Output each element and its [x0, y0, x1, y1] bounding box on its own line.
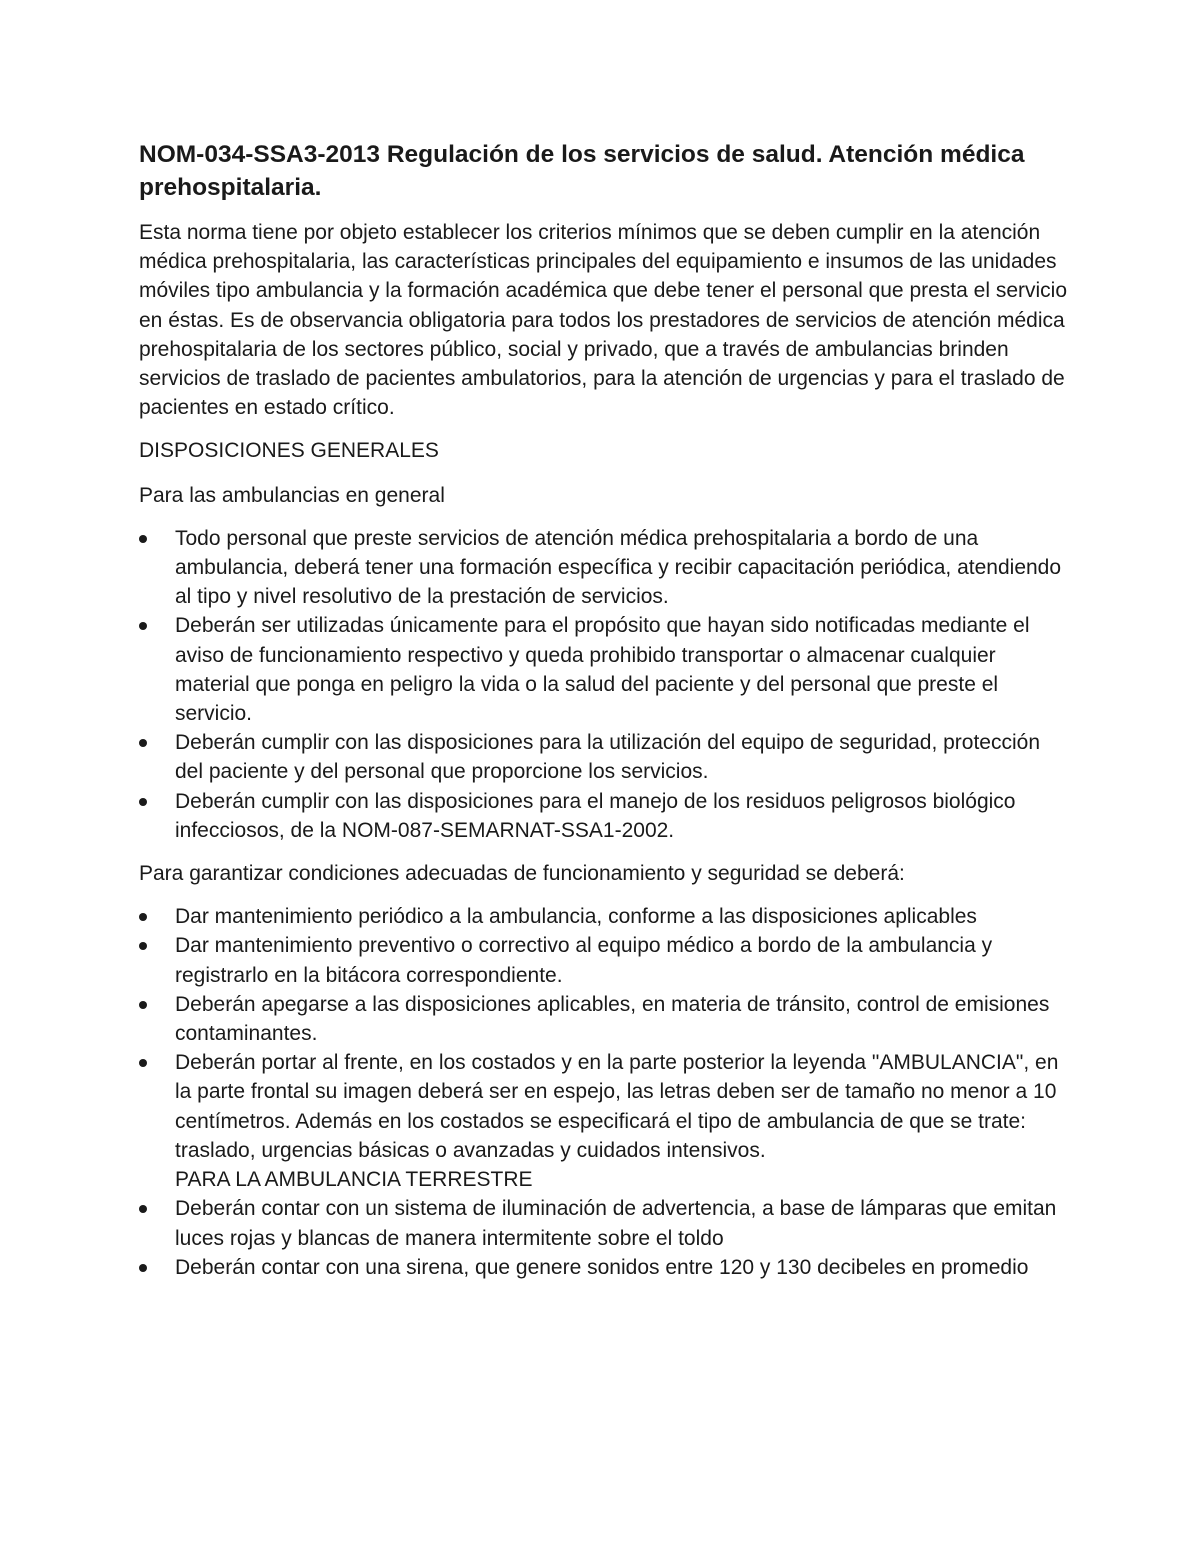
general-list [139, 524, 1069, 845]
list-item-text: Deberán ser utilizadas únicamente para el propósito que hayan sido notificadas mediante el aviso de funcionamiento respectivo y queda prohibido transportar o almacenar cualquier material que ponga en peligro la vida o la salud del paciente y del personal que preste el servicio. [175, 614, 1030, 726]
bullet-icon [139, 1264, 147, 1272]
bullet-icon [139, 798, 147, 806]
bullet-icon [139, 622, 147, 630]
bullet-icon [139, 535, 147, 543]
list-item-text: Deberán cumplir con las disposiciones para el manejo de los residuos peligrosos biológico infecciosos, de la NOM-087-SEMARNAT-SSA1-2002. [175, 789, 1016, 842]
terrestrial-heading: PARA LA AMBULANCIA TERRESTRE [175, 1168, 533, 1192]
list-item [139, 524, 1069, 612]
list-item-text: Deberán cumplir con las disposiciones para la utilización del equipo de seguridad, protección del paciente y del personal que proporcione los servicios. [175, 731, 1041, 784]
bullet-icon [139, 739, 147, 747]
list-item [139, 787, 1069, 845]
safety-intro: Para garantizar condiciones adecuadas de funcionamiento y seguridad se deberá: [139, 862, 905, 886]
list-item-text: Dar mantenimiento preventivo o correctivo al equipo médico a bordo de la ambulancia y registrarlo en la bitácora correspondiente. [175, 934, 993, 987]
bullet-icon [139, 1205, 147, 1213]
safety-list [139, 902, 1069, 1282]
document-title: NOM-034-SSA3-2013 Regulación de los servicios de salud. Atención médica prehospitalaria. [139, 141, 1025, 201]
bullet-icon [139, 1059, 147, 1067]
general-intro: Para las ambulancias en general [139, 483, 445, 507]
list-item-text: Dar mantenimiento periódico a la ambulancia, conforme a las disposiciones aplicables [175, 905, 977, 929]
bullet-icon [139, 942, 147, 950]
bullet-icon [139, 1001, 147, 1009]
intro-paragraph: Esta norma tiene por objeto establecer los criterios mínimos que se deben cumplir en la atención médica prehospitalaria, las características principales del equipamiento e insumos de las unidades móviles tipo ambulancia y la formación académica que debe tener el personal que presta el servicio en éstas. Es de observancia obligatoria para todos los prestadores de servicios de atención médica prehospitalaria de los sectores público, social y privado, que a través de ambulancias brinden servicios de traslado de pacientes ambulatorios, para la atención de urgencias y para el traslado de pacientes en estado crítico. [139, 221, 1068, 420]
list-item [139, 1194, 1069, 1252]
list-item [139, 990, 1069, 1048]
list-item-text: Deberán apegarse a las disposiciones aplicables, en materia de tránsito, control de emisiones contaminantes. [175, 992, 1050, 1046]
document-page [139, 138, 1069, 1296]
list-item-text: Todo personal que preste servicios de atención médica prehospitalaria a bordo de una ambulancia, deberá tener una formación específica y recibir capacitación periódica, atendiendo al tipo y nivel resolutivo de la prestación de servicios. [175, 526, 1062, 609]
list-item-text: Deberán contar con una sirena, que genere sonidos entre 120 y 130 decibeles en promedio [175, 1255, 1029, 1279]
list-item [139, 902, 1069, 931]
list-item [139, 1048, 1069, 1194]
section-heading: DISPOSICIONES GENERALES [139, 439, 439, 463]
bullet-icon [139, 913, 147, 921]
list-item [139, 931, 1069, 989]
list-item-text: Deberán contar con un sistema de iluminación de advertencia, a base de lámparas que emitan luces rojas y blancas de manera intermitente sobre el toldo [175, 1197, 1057, 1250]
list-item-text: Deberán portar al frente, en los costados y en la parte posterior la leyenda "AMBULANCIA", en la parte frontal su imagen deberá ser en espejo, las letras deben ser de tamaño no menor a 10 centímetros. Además en los costados se especificará el tipo de ambulancia de que se trate: traslado, urgencias básicas o avanzadas y cuidados intensivos. [175, 1051, 1059, 1162]
list-item [139, 1253, 1069, 1282]
list-item [139, 728, 1069, 786]
list-item [139, 611, 1069, 728]
